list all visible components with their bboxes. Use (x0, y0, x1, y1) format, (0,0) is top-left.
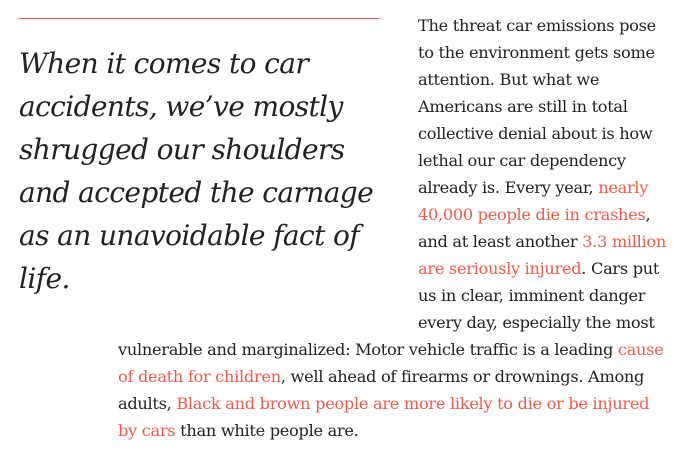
article-paragraph-right-column (418, 12, 680, 336)
text-line: us in clear, imminent danger (418, 286, 646, 305)
link-racial-disparity-cont[interactable]: by cars (118, 421, 176, 440)
text: already is. Every year, (418, 178, 599, 197)
link-child-deaths[interactable]: cause (617, 340, 664, 359)
pullquote-line: life. (19, 262, 70, 295)
text-line (118, 390, 684, 417)
text: , (645, 205, 651, 224)
text-line (418, 201, 680, 228)
text: than white people are. (175, 421, 359, 440)
pullquote (19, 42, 379, 300)
link-injuries[interactable]: 3.3 million (582, 232, 666, 251)
text-line (418, 174, 680, 201)
pullquote-line: When it comes to car (19, 47, 309, 80)
pullquote-line: accidents, we’ve mostly (19, 90, 343, 123)
text-line: Americans are still in total (418, 97, 628, 116)
text-line: attention. But what we (418, 70, 600, 89)
pullquote-line: as an unavoidable fact of (19, 219, 360, 252)
text-line: to the environment gets some (418, 43, 655, 62)
text: and at least another (418, 232, 583, 251)
text-line (118, 417, 684, 444)
pullquote-rule (19, 18, 379, 19)
text-line: every day, especially the most (418, 313, 655, 332)
text: adults, (118, 394, 177, 413)
text-line (418, 255, 680, 282)
text-line: The threat car emissions pose (418, 16, 656, 35)
text-line: collective denial about is how (418, 124, 653, 143)
article-paragraph-wide (118, 336, 684, 444)
link-injuries-cont[interactable]: are seriously injured (418, 259, 582, 278)
text: , well ahead of firearms or drownings. Among (280, 367, 645, 386)
text: . Cars put (581, 259, 660, 278)
link-racial-disparity[interactable]: Black and brown people are more likely to die or be injured (176, 394, 650, 413)
link-crash-deaths-cont[interactable]: 40,000 people die in crashes (418, 205, 646, 224)
text-line (118, 363, 684, 390)
pullquote-line: shrugged our shoulders (19, 133, 345, 166)
text: vulnerable and marginalized: Motor vehicle traffic is a leading (118, 340, 618, 359)
text-line: lethal our car dependency (418, 151, 626, 170)
text-line (118, 336, 684, 363)
text-line (418, 228, 680, 255)
link-child-deaths-cont[interactable]: of death for children (118, 367, 281, 386)
link-crash-deaths[interactable]: nearly (598, 178, 649, 197)
pullquote-line: and accepted the carnage (19, 176, 374, 209)
